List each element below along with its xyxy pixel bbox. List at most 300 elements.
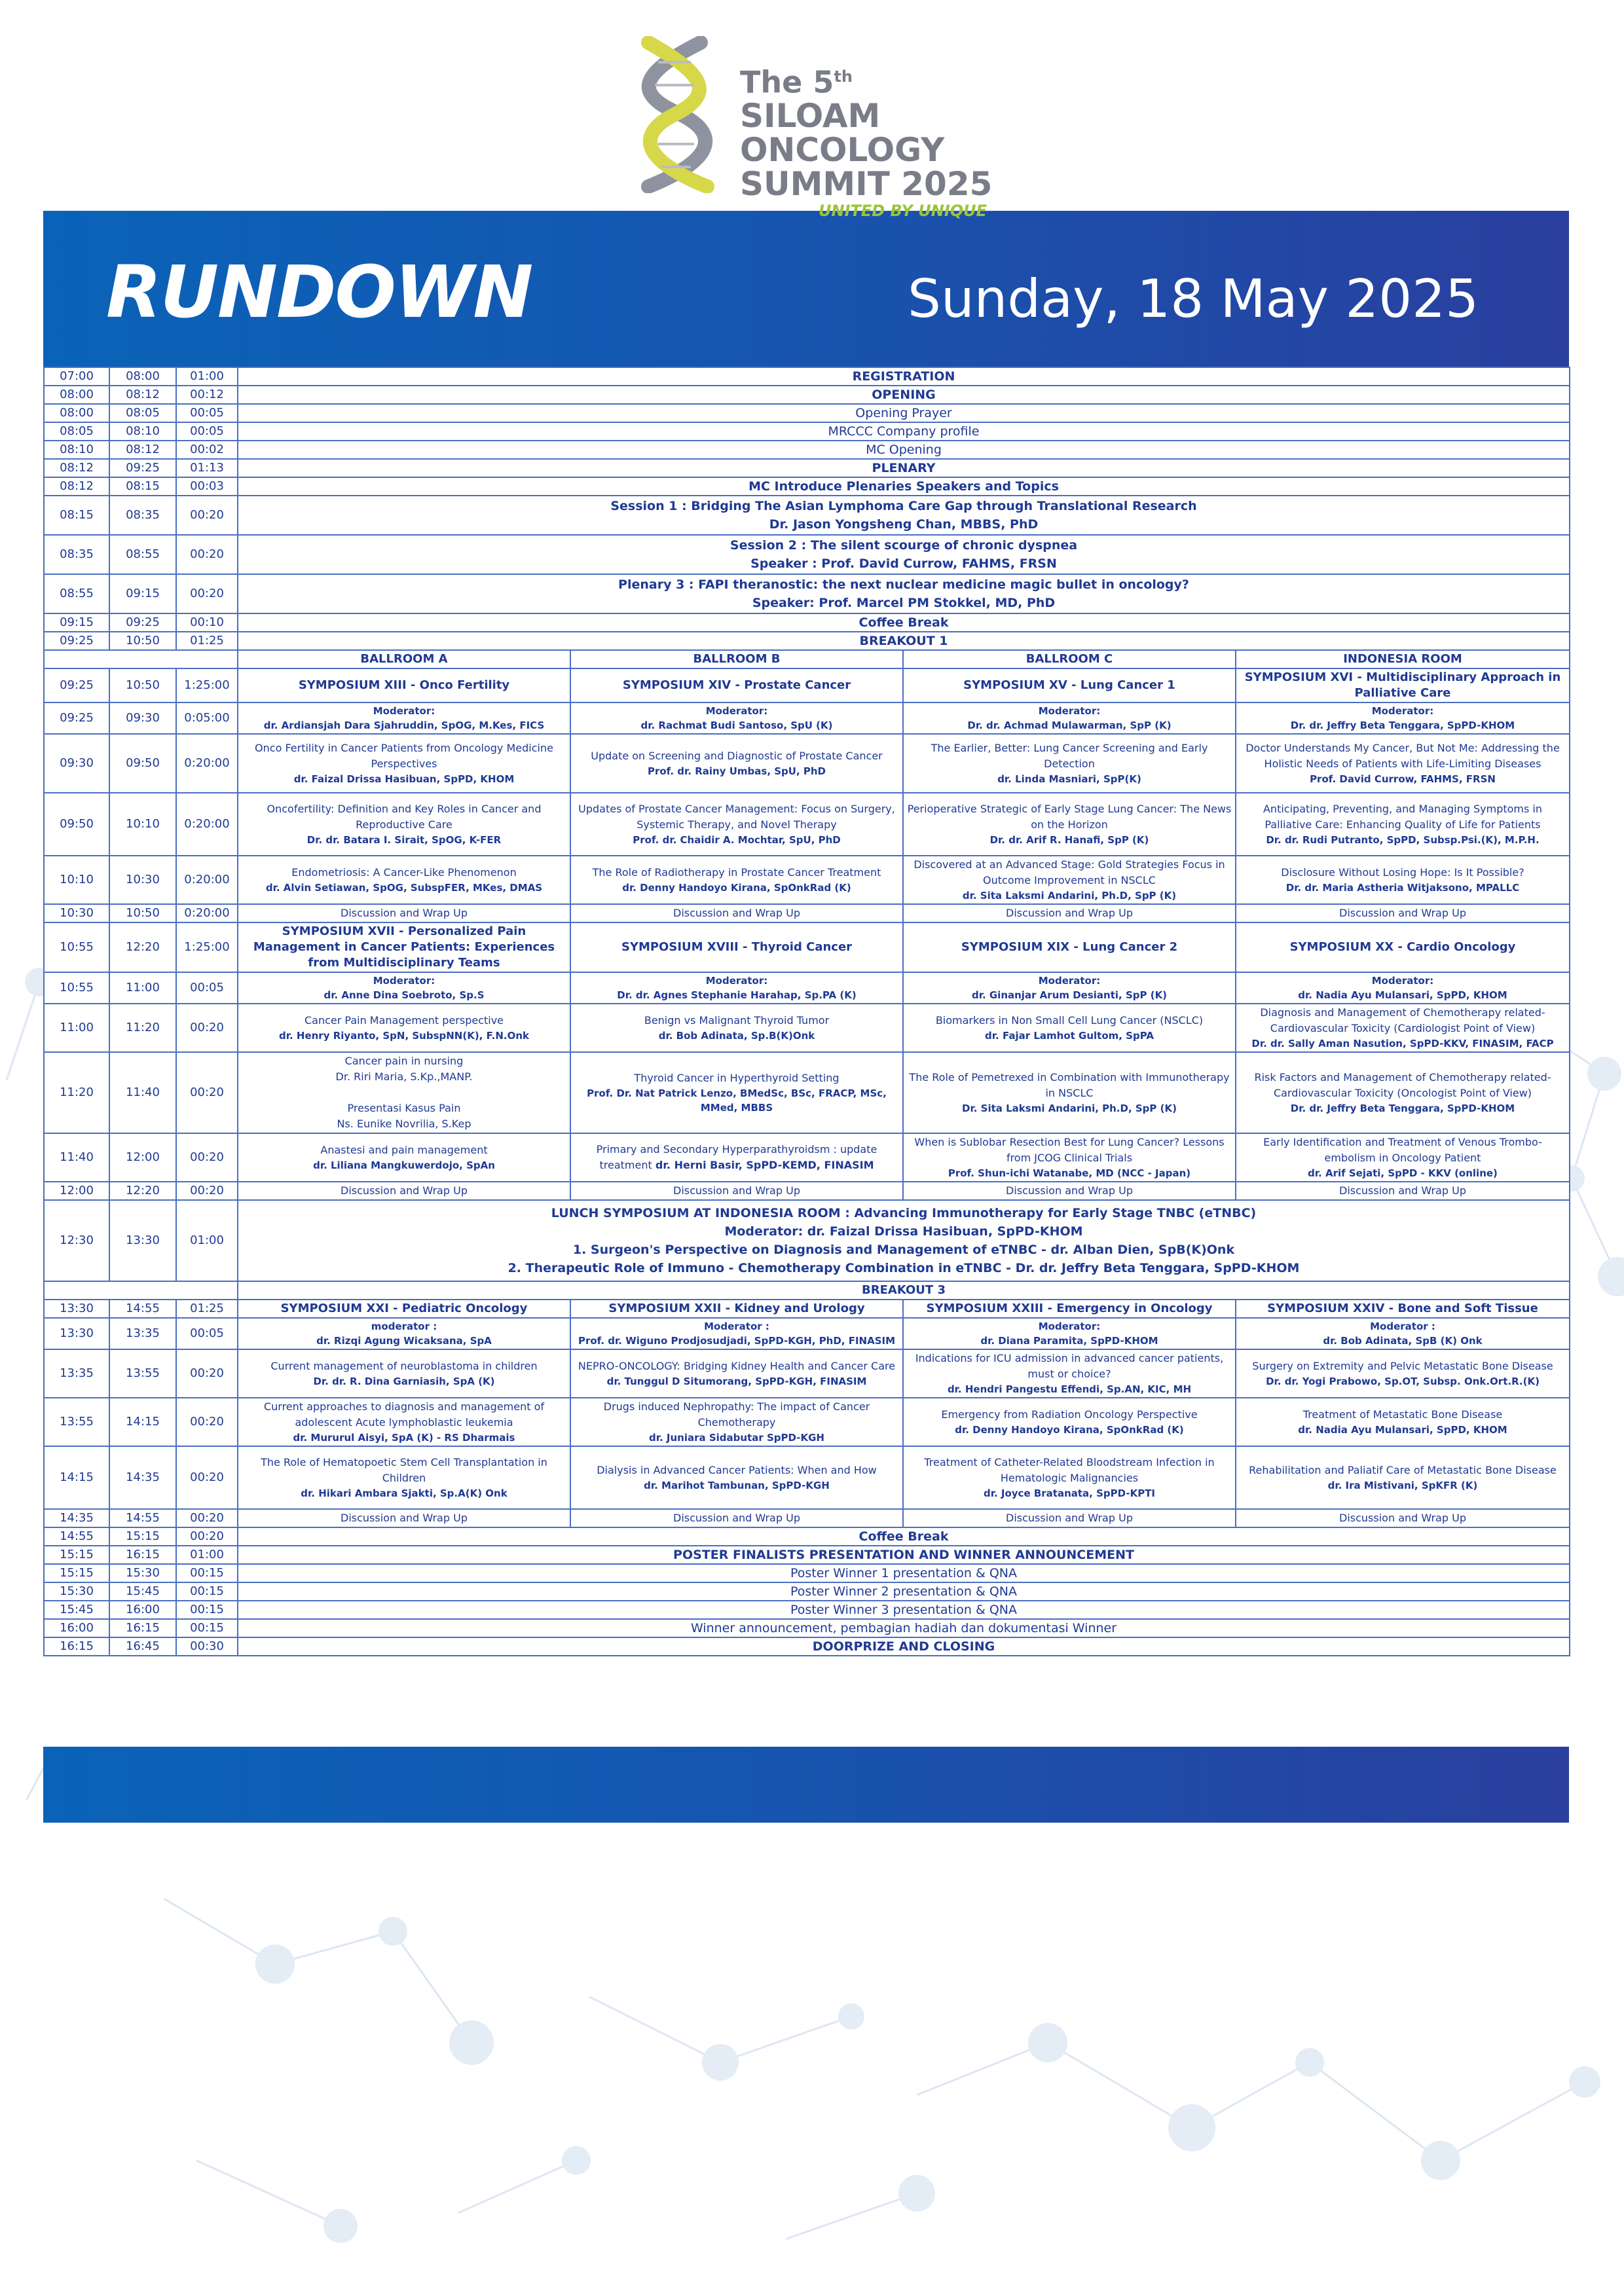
moderator-name: Dr. dr. Jeffry Beta Tenggara, SpPD-KHOM (1290, 720, 1515, 731)
table-row (44, 1637, 1570, 1656)
symposium-title: SYMPOSIUM XXI - Pediatric Oncology (238, 1300, 570, 1318)
time-end: 08:05 (109, 404, 176, 422)
discussion-cell: Discussion and Wrap Up (238, 1182, 570, 1200)
time-dur: 00:20 (176, 496, 238, 535)
time-dur: 00:20 (176, 1398, 238, 1446)
session-cell (238, 535, 1570, 574)
moderator-label: Moderator : (1370, 1321, 1435, 1332)
time-end: 10:30 (109, 856, 176, 904)
time-dur: 0:05:00 (176, 702, 238, 734)
talk-speaker: Prof. Shun-ichi Watanabe, MD (NCC - Japan) (948, 1167, 1191, 1179)
talk-topic: Doctor Understands My Cancer, But Not Me: Addressing the Holistic Needs of Patients with Life-Limiting Diseases (1246, 742, 1560, 770)
talk-cell (570, 734, 903, 793)
session-line: Moderator: dr. Faizal Drissa Hasibuan, SpPD-KHOM (724, 1224, 1083, 1239)
time-start: 08:12 (44, 477, 109, 496)
session-cell (238, 404, 1570, 422)
session-line: MRCCC Company profile (828, 424, 980, 439)
talk-speaker: dr. Herni Basir, SpPD-KEMD, FINASIM (655, 1159, 874, 1171)
table-row (44, 1446, 1570, 1509)
talk-topic: NEPRO-ONCOLOGY: Bridging Kidney Health and Cancer Care (578, 1360, 896, 1372)
session-line: POSTER FINALISTS PRESENTATION AND WINNER ANNOUNCEMENT (673, 1548, 1134, 1562)
time-dur: 01:00 (176, 367, 238, 386)
moderator-name: dr. Rachmat Budi Santoso, SpU (K) (640, 720, 833, 731)
talk-speaker: dr. Alvin Setiawan, SpOG, SubspFER, MKes, DMAS (265, 882, 543, 894)
talk-cell (238, 1446, 570, 1509)
moderator-cell (1236, 702, 1570, 734)
table-row (44, 1349, 1570, 1398)
time-start: 08:55 (44, 574, 109, 613)
moderator-cell (238, 972, 570, 1004)
session-cell (238, 613, 1570, 632)
talk-speaker: Ns. Eunike Novrilia, S.Kep (337, 1118, 471, 1130)
session-cell (238, 477, 1570, 496)
talk-speaker: dr. Fajar Lamhot Gultom, SpPA (985, 1030, 1154, 1042)
talk-topic: Biomarkers in Non Small Cell Lung Cancer (NSCLC) (935, 1014, 1204, 1027)
time-end: 16:00 (109, 1601, 176, 1619)
talk-cell (1236, 1446, 1570, 1509)
table-row (44, 650, 1570, 668)
summit-logo (622, 36, 1054, 221)
talk-cell (1236, 734, 1570, 793)
event-date: Sunday, 18 May 2025 (908, 268, 1479, 329)
time-start: 10:55 (44, 972, 109, 1004)
time-dur: 1:25:00 (176, 922, 238, 972)
room-header: BALLROOM C (903, 650, 1236, 668)
talk-topic: Oncofertility: Definition and Key Roles in Cancer and Reproductive Care (267, 803, 542, 831)
table-row (44, 386, 1570, 404)
time-dur: 0:20:00 (176, 793, 238, 856)
talk-speaker: Dr. dr. Arif R. Hanafi, SpP (K) (989, 834, 1149, 846)
talk-cell (1236, 793, 1570, 856)
time-dur: 00:15 (176, 1619, 238, 1637)
talk-cell (570, 793, 903, 856)
talk-cell (238, 1133, 570, 1182)
time-end: 08:15 (109, 477, 176, 496)
time-start: 12:30 (44, 1200, 109, 1281)
table-row (44, 459, 1570, 477)
moderator-name: dr. Bob Adinata, SpB (K) Onk (1323, 1335, 1483, 1347)
talk-cell (570, 1446, 903, 1509)
discussion-cell: Discussion and Wrap Up (1236, 904, 1570, 922)
logo-event-year: SUMMIT 2025 (740, 165, 993, 204)
talk-topic: Cancer Pain Management perspective (304, 1014, 504, 1027)
time-start: 11:00 (44, 1004, 109, 1052)
page-title: RUNDOWN (106, 250, 532, 334)
table-row (44, 632, 1570, 650)
moderator-label: moderator : (371, 1321, 437, 1332)
symposium-title: SYMPOSIUM XXII - Kidney and Urology (570, 1300, 903, 1318)
session-cell (238, 632, 1570, 650)
session-line: MC Opening (866, 443, 942, 457)
session-cell (238, 367, 1570, 386)
session-line: BREAKOUT 1 (859, 634, 948, 648)
talk-cell (238, 1004, 570, 1052)
session-line: Coffee Break (858, 1529, 949, 1544)
moderator-cell (570, 972, 903, 1004)
time-dur: 0:20:00 (176, 904, 238, 922)
time-dur: 00:15 (176, 1564, 238, 1582)
discussion-cell: Discussion and Wrap Up (1236, 1182, 1570, 1200)
talk-topic: Dialysis in Advanced Cancer Patients: When and How (597, 1464, 877, 1476)
talk-speaker: dr. Liliana Mangkuwerdojo, SpAn (313, 1159, 495, 1171)
time-end: 11:40 (109, 1052, 176, 1133)
moderator-cell (903, 1318, 1236, 1349)
talk-topic: Current approaches to diagnosis and management of adolescent Acute lymphoblastic leukemia (263, 1400, 545, 1429)
table-row (44, 613, 1570, 632)
symposium-title: SYMPOSIUM XX - Cardio Oncology (1236, 922, 1570, 972)
time-end: 15:15 (109, 1527, 176, 1546)
talk-topic: Risk Factors and Management of Chemotherapy related-Cardiovascular Toxicity (Oncologist Point of View) (1254, 1071, 1551, 1099)
talk-topic: The Role of Pemetrexed in Combination with Immunotherapy in NSCLC (909, 1071, 1230, 1099)
session-cell (238, 459, 1570, 477)
time-end: 16:15 (109, 1619, 176, 1637)
time-dur: 00:20 (176, 1133, 238, 1182)
time-start: 13:55 (44, 1398, 109, 1446)
moderator-label: Moderator: (1038, 705, 1101, 717)
time-start: 09:25 (44, 668, 109, 702)
talk-topic: Rehabilitation and Paliatif Care of Metastatic Bone Disease (1249, 1464, 1557, 1476)
time-start: 08:15 (44, 496, 109, 535)
time-dur: 00:03 (176, 477, 238, 496)
discussion-cell: Discussion and Wrap Up (570, 1509, 903, 1527)
session-line: Speaker: Prof. Marcel PM Stokkel, MD, PhD (752, 596, 1056, 610)
table-row (44, 1052, 1570, 1133)
talk-speaker: Dr. dr. Jeffry Beta Tenggara, SpPD-KHOM (1290, 1102, 1515, 1114)
talk-cell (1236, 1004, 1570, 1052)
time-dur: 00:15 (176, 1601, 238, 1619)
talk-cell (570, 1349, 903, 1398)
time-end: 08:10 (109, 422, 176, 441)
table-row (44, 922, 1570, 972)
time-end: 08:12 (109, 441, 176, 459)
moderator-name: Dr. dr. Achmad Mulawarman, SpP (K) (967, 720, 1172, 731)
time-dur: 00:20 (176, 1349, 238, 1398)
talk-cell (1236, 1133, 1570, 1182)
time-dur: 00:20 (176, 574, 238, 613)
session-cell (238, 496, 1570, 535)
time-start: 08:35 (44, 535, 109, 574)
talk-speaker: Dr. dr. Batara I. Sirait, SpOG, K-FER (306, 834, 502, 846)
time-end: 11:20 (109, 1004, 176, 1052)
moderator-label: Moderator: (373, 705, 435, 717)
talk-topic: Treatment of Metastatic Bone Disease (1302, 1408, 1503, 1421)
time-dur: 0:20:00 (176, 856, 238, 904)
time-end: 08:35 (109, 496, 176, 535)
symposium-title: SYMPOSIUM XV - Lung Cancer 1 (903, 668, 1236, 702)
time-dur: 00:20 (176, 1527, 238, 1546)
talk-cell (238, 1052, 570, 1133)
talk-speaker: dr. Juniara Sidabutar SpPD-KGH (649, 1432, 824, 1444)
talk-speaker: dr. Bob Adinata, Sp.B(K)Onk (658, 1030, 815, 1042)
talk-cell (570, 1133, 903, 1182)
time-start: 13:30 (44, 1300, 109, 1318)
time-end: 10:50 (109, 632, 176, 650)
time-start: 08:10 (44, 441, 109, 459)
talk-cell (570, 1004, 903, 1052)
table-row (44, 367, 1570, 386)
table-row (44, 1509, 1570, 1527)
talk-topic: The Role of Hematopoetic Stem Cell Transplantation in Children (261, 1456, 547, 1484)
time-dur: 00:15 (176, 1582, 238, 1601)
time-dur: 00:20 (176, 1052, 238, 1133)
session-cell (238, 1527, 1570, 1546)
table-row (44, 1398, 1570, 1446)
session-cell (238, 1546, 1570, 1564)
symposium-title: SYMPOSIUM XXIV - Bone and Soft Tissue (1236, 1300, 1570, 1318)
table-row (44, 904, 1570, 922)
moderator-name: dr. Rizqi Agung Wicaksana, SpA (316, 1335, 492, 1347)
talk-cell (903, 856, 1236, 904)
time-dur: 00:30 (176, 1637, 238, 1656)
discussion-cell: Discussion and Wrap Up (238, 904, 570, 922)
session-line: 1. Surgeon's Perspective on Diagnosis and Management of eTNBC - dr. Alban Dien, SpB(K)Onk (572, 1243, 1235, 1257)
table-row (44, 1619, 1570, 1637)
time-end: 16:15 (109, 1546, 176, 1564)
time-dur: 00:20 (176, 1004, 238, 1052)
talk-topic: When is Sublobar Resection Best for Lung Cancer? Lessons from JCOG Clinical Trials (914, 1136, 1225, 1164)
moderator-cell (903, 972, 1236, 1004)
table-row (44, 1564, 1570, 1582)
talk-topic: Thyroid Cancer in Hyperthyroid Setting (634, 1072, 840, 1084)
session-line: DOORPRIZE AND CLOSING (812, 1639, 995, 1654)
session-line: Coffee Break (858, 615, 949, 630)
session-line: Plenary 3 : FAPI theranostic: the next nuclear medicine magic bullet in oncology? (618, 577, 1189, 592)
time-start: 14:35 (44, 1509, 109, 1527)
session-cell (238, 1619, 1570, 1637)
talk-speaker: dr. Tunggul D Situmorang, SpPD-KGH, FINASIM (606, 1376, 867, 1387)
moderator-cell (238, 1318, 570, 1349)
discussion-cell: Discussion and Wrap Up (1236, 1509, 1570, 1527)
moderator-name: dr. Ginanjar Arum Desianti, SpP (K) (971, 989, 1168, 1001)
talk-speaker: dr. Henry Riyanto, SpN, SubspNN(K), F.N.Onk (278, 1030, 530, 1042)
moderator-cell (903, 702, 1236, 734)
talk-cell (570, 1398, 903, 1446)
time-end: 13:30 (109, 1200, 176, 1281)
time-dur: 00:20 (176, 1509, 238, 1527)
time-end: 12:00 (109, 1133, 176, 1182)
moderator-label: Moderator: (373, 975, 435, 987)
time-end: 09:30 (109, 702, 176, 734)
talk-speaker: Prof. dr. Rainy Umbas, SpU, PhD (647, 765, 826, 777)
session-line: Poster Winner 2 presentation & QNA (790, 1584, 1018, 1599)
talk-cell (1236, 1349, 1570, 1398)
time-end: 15:45 (109, 1582, 176, 1601)
session-cell (238, 441, 1570, 459)
talk-cell (1236, 1398, 1570, 1446)
talk-topic: Treatment of Catheter-Related Bloodstream Infection in Hematologic Malignancies (924, 1456, 1215, 1484)
talk-topic: Onco Fertility in Cancer Patients from Oncology Medicine Perspectives (255, 742, 553, 770)
symposium-title: SYMPOSIUM XIX - Lung Cancer 2 (903, 922, 1236, 972)
time-end: 08:00 (109, 367, 176, 386)
table-row (44, 1133, 1570, 1182)
talk-topic: Updates of Prostate Cancer Management: Focus on Surgery, Systemic Therapy, and Novel Therapy (578, 803, 895, 831)
moderator-cell (238, 702, 570, 734)
talk-speaker: Dr. Riri Maria, S.Kp.,MANP. (335, 1070, 473, 1083)
time-start: 15:15 (44, 1564, 109, 1582)
talk-topic: Current management of neuroblastoma in children (270, 1360, 538, 1372)
talk-cell (903, 1052, 1236, 1133)
talk-speaker: dr. Nadia Ayu Mulansari, SpPD, KHOM (1298, 1424, 1507, 1436)
talk-speaker: Dr. dr. Maria Astheria Witjaksono, MPALLC (1285, 882, 1520, 894)
session-line: Opening Prayer (855, 406, 952, 420)
symposium-title: SYMPOSIUM XXIII - Emergency in Oncology (903, 1300, 1236, 1318)
table-row (44, 972, 1570, 1004)
talk-speaker: Prof. Dr. Nat Patrick Lenzo, BMedSc, BSc, FRACP, MSc, MMed, MBBS (587, 1087, 887, 1114)
discussion-cell: Discussion and Wrap Up (570, 1182, 903, 1200)
time-end: 09:50 (109, 734, 176, 793)
time-end: 14:55 (109, 1300, 176, 1318)
talk-cell (238, 1349, 570, 1398)
moderator-cell (1236, 1318, 1570, 1349)
time-start: 12:00 (44, 1182, 109, 1200)
talk-topic: Perioperative Strategic of Early Stage Lung Cancer: The News on the Horizon (907, 803, 1232, 831)
talk-topic: Update on Screening and Diagnostic of Prostate Cancer (591, 750, 883, 762)
talk-topic-text: Primary and Secondary Hyperparathyroidsm : update treatment (596, 1143, 877, 1171)
time-start: 11:40 (44, 1133, 109, 1182)
talk-speaker: dr. Linda Masniari, SpP(K) (997, 773, 1141, 785)
talk-speaker: dr. Hikari Ambara Sjakti, Sp.A(K) Onk (301, 1487, 507, 1499)
table-row (44, 1182, 1570, 1200)
talk-topic: Disclosure Without Losing Hope: Is It Possible? (1281, 866, 1524, 879)
time-dur: 00:20 (176, 1446, 238, 1509)
talk-speaker: Prof. David Currow, FAHMS, FRSN (1310, 773, 1496, 785)
time-end: 09:25 (109, 613, 176, 632)
session-line: Session 2 : The silent scourge of chronic dyspnea (729, 538, 1078, 553)
discussion-cell: Discussion and Wrap Up (903, 1182, 1236, 1200)
talk-speaker: Dr. dr. R. Dina Garniasih, SpA (K) (313, 1376, 495, 1387)
time-start: 09:15 (44, 613, 109, 632)
session-cell (238, 1582, 1570, 1601)
talk-topic: The Earlier, Better: Lung Cancer Screening and Early Detection (931, 742, 1208, 770)
discussion-cell: Discussion and Wrap Up (570, 904, 903, 922)
session-line: PLENARY (872, 461, 936, 475)
time-start: 09:50 (44, 793, 109, 856)
talk-speaker: Dr. dr. Sally Aman Nasution, SpPD-KKV, FINASIM, FACP (1251, 1038, 1554, 1049)
time-start: 08:12 (44, 459, 109, 477)
time-end: 12:20 (109, 1182, 176, 1200)
session-cell (238, 1637, 1570, 1656)
time-dur: 01:00 (176, 1546, 238, 1564)
talk-cell (903, 734, 1236, 793)
talk-cell (903, 1133, 1236, 1182)
time-end: 13:35 (109, 1318, 176, 1349)
table-row (44, 496, 1570, 535)
table-row (44, 422, 1570, 441)
talk-cell (238, 793, 570, 856)
moderator-label: Moderator: (705, 705, 768, 717)
talk-speaker: dr. Arif Sejati, SpPD - KKV (online) (1308, 1167, 1498, 1179)
talk-cell (903, 793, 1236, 856)
talk-cell (1236, 1052, 1570, 1133)
time-start: 13:30 (44, 1318, 109, 1349)
time-start: 09:25 (44, 632, 109, 650)
time-start: 10:55 (44, 922, 109, 972)
time-start: 10:10 (44, 856, 109, 904)
time-end: 08:12 (109, 386, 176, 404)
table-row (44, 574, 1570, 613)
session-line: OPENING (872, 388, 936, 402)
table-row (44, 1281, 1570, 1300)
time-start: 08:05 (44, 422, 109, 441)
talk-topic: Indications for ICU admission in advanced cancer patients, must or choice? (915, 1352, 1224, 1380)
talk-cell (903, 1004, 1236, 1052)
time-start: 14:55 (44, 1527, 109, 1546)
talk-topic: Discovered at an Advanced Stage: Gold Strategies Focus in Outcome Improvement in NSCLC (913, 858, 1225, 886)
time-end: 14:35 (109, 1446, 176, 1509)
talk-speaker: dr. Denny Handoyo Kirana, SpOnkRad (K) (955, 1424, 1184, 1436)
talk-speaker: Prof. dr. Chaidir A. Mochtar, SpU, PhD (633, 834, 841, 846)
table-row (44, 1601, 1570, 1619)
session-line: LUNCH SYMPOSIUM AT INDONESIA ROOM : Advancing Immunotherapy for Early Stage TNBC (eTNBC) (551, 1206, 1257, 1220)
blank-cell (44, 650, 238, 668)
talk-speaker: Dr. dr. Rudi Putranto, SpPD, Subsp.Psi.(K), M.P.H. (1266, 834, 1540, 846)
session-cell (238, 386, 1570, 404)
dna-helix-icon (622, 36, 733, 193)
talk-topic: Drugs induced Nephropathy: The impact of Cancer Chemotherapy (603, 1400, 870, 1429)
blank-cell (44, 1281, 238, 1300)
moderator-label: Moderator: (1371, 975, 1434, 987)
time-end: 10:10 (109, 793, 176, 856)
talk-topic: Endometriosis: A Cancer-Like Phenomenon (291, 866, 517, 879)
time-end: 09:15 (109, 574, 176, 613)
talk-topic: Emergency from Radiation Oncology Perspective (941, 1408, 1198, 1421)
moderator-name: dr. Ardiansjah Dara Sjahruddin, SpOG, M.Kes, FICS (263, 720, 545, 731)
session-cell (238, 1564, 1570, 1582)
time-start: 15:30 (44, 1582, 109, 1601)
time-dur: 1:25:00 (176, 668, 238, 702)
time-dur: 00:05 (176, 404, 238, 422)
time-start: 07:00 (44, 367, 109, 386)
session-cell: BREAKOUT 3 (238, 1281, 1570, 1300)
room-header: BALLROOM A (238, 650, 570, 668)
talk-speaker: dr. Denny Handoyo Kirana, SpOnkRad (K) (622, 882, 851, 894)
moderator-label: Moderator : (704, 1321, 769, 1332)
moderator-name: dr. Anne Dina Soebroto, Sp.S (323, 989, 485, 1001)
time-dur: 00:02 (176, 441, 238, 459)
time-start: 08:00 (44, 404, 109, 422)
room-header: INDONESIA ROOM (1236, 650, 1570, 668)
moderator-cell (570, 1318, 903, 1349)
talk-speaker: Presentasi Kasus Pain (347, 1102, 461, 1114)
session-cell (238, 422, 1570, 441)
table-row (44, 856, 1570, 904)
table-row (44, 734, 1570, 793)
time-start: 09:25 (44, 702, 109, 734)
time-end: 08:55 (109, 535, 176, 574)
moderator-label: Moderator: (1038, 975, 1101, 987)
time-end: 10:50 (109, 668, 176, 702)
time-dur: 01:25 (176, 1300, 238, 1318)
time-dur: 01:13 (176, 459, 238, 477)
table-row (44, 793, 1570, 856)
session-line: MC Introduce Plenaries Speakers and Topics (748, 479, 1059, 494)
time-start: 14:15 (44, 1446, 109, 1509)
moderator-label: Moderator: (1371, 705, 1434, 717)
talk-topic: Early Identification and Treatment of Venous Trombo-embolism in Oncology Patient (1263, 1136, 1542, 1164)
moderator-cell (570, 702, 903, 734)
talk-speaker: dr. Hendri Pangestu Effendi, Sp.AN, KIC, MH (947, 1383, 1192, 1395)
talk-topic (574, 1142, 900, 1173)
time-end: 14:15 (109, 1398, 176, 1446)
time-dur: 00:05 (176, 422, 238, 441)
talk-topic: Diagnosis and Management of Chemotherapy related-Cardiovascular Toxicity (Cardiologist Point of View) (1260, 1006, 1545, 1034)
moderator-label: Moderator: (1038, 1321, 1101, 1332)
room-header: BALLROOM B (570, 650, 903, 668)
session-line: Session 1 : Bridging The Asian Lymphoma Care Gap through Translational Research (610, 499, 1197, 513)
symposium-title: SYMPOSIUM XVIII - Thyroid Cancer (570, 922, 903, 972)
talk-cell (570, 856, 903, 904)
moderator-label: Moderator: (705, 975, 768, 987)
